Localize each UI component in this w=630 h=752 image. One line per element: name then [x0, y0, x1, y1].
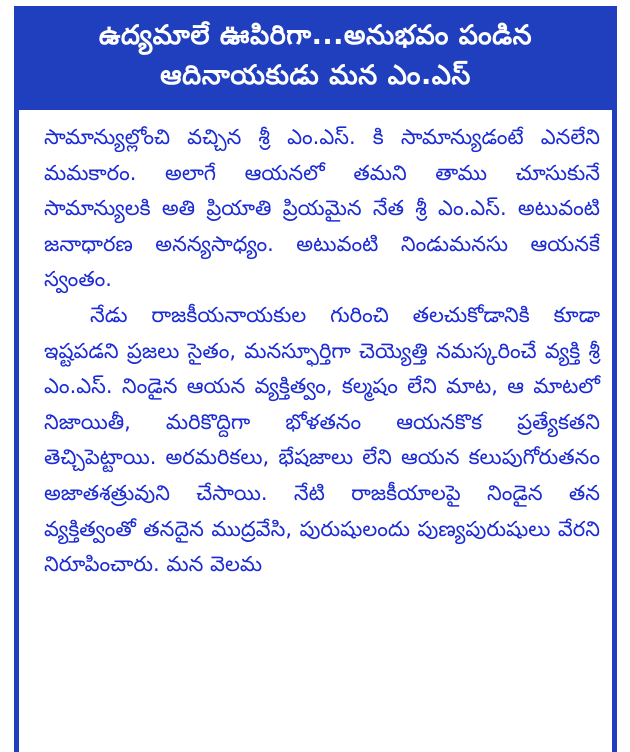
- title-line-1: ఉద్యమాలే ఊపిరిగా...అనుభవం పండిన: [98, 20, 533, 51]
- title-banner: [14, 6, 617, 110]
- article-body: [44, 120, 600, 583]
- paragraph-2: నేడు రాజకీయనాయకుల గురించి తలచుకోడానికి కూడా ఇష్టపడని ప్రజలు సైతం, మనస్ఫూర్తిగా చెయ్యెత్తి నమస్కరించే వ్యక్తి శ్రీ ఎం.ఎస్. నిండైన ఆయన వ్యక్తిత్వం, కల్మషం లేని మాట, ఆ మాటలో నిజాయితీ, మరికొద్దిగా భోళతనం ఆయనకొక ప్రత్యేకతని తెచ్చిపెట్టాయి. అరమరికలు, భేషజాలు లేని ఆయన కలుపుగోరుతనం అజాతశత్రువుని చేసాయి. నేటి రాజకీయాలపై నిండైన తన వ్యక్తిత్వంతో తనదైన ముద్రవేసి, పురుషులందు పుణ్యపురుషులు వేరని నిరూపించారు. మన వెలమ: [44, 302, 600, 577]
- paragraph-1: సామాన్యుల్లోంచి వచ్చిన శ్రీ ఎం.ఎస్. కి సామాన్యుడంటే ఎనలేని మమకారం. అలాగే ఆయనలో తమని తాము చూసుకునే సామాన్యులకి అతి ప్రియాతి ప్రియమైన నేత శ్రీ ఎం.ఎస్. అటువంటి జనాధారణ అనన్యసాధ్యం. అటువంటి నిండుమనసు ఆయనకే స్వంతం.: [44, 125, 600, 292]
- title-line-2: ఆదినాయకుడు మన ఎం.ఎస్: [160, 60, 471, 91]
